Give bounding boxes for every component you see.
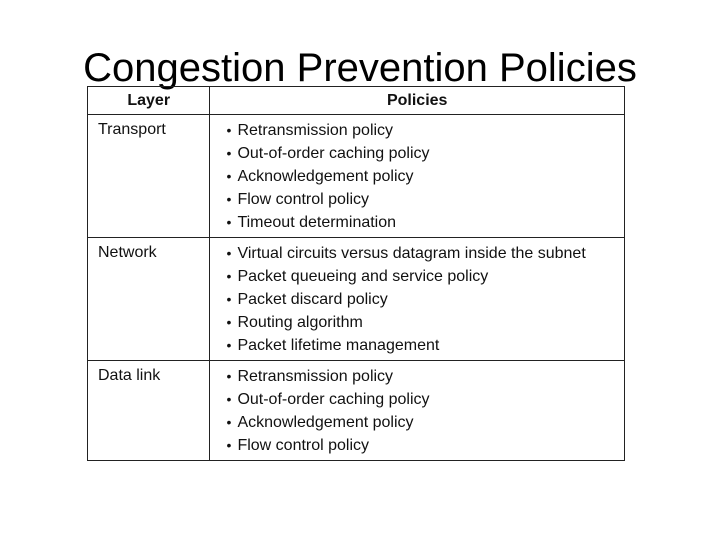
bullet-icon: • — [226, 145, 232, 161]
policy-text: Flow control policy — [237, 437, 370, 454]
list-item — [226, 334, 620, 357]
bullet-icon: • — [226, 122, 232, 138]
bullet-icon: • — [226, 437, 232, 453]
bullet-icon: • — [226, 214, 232, 230]
layer-name: Network — [88, 238, 210, 361]
policy-text: Acknowledgement policy — [237, 414, 414, 431]
bullet-icon: • — [226, 314, 232, 330]
bullet-icon: • — [226, 268, 232, 284]
policies-cell — [210, 361, 625, 461]
bullet-icon: • — [226, 191, 232, 207]
list-item — [226, 242, 620, 265]
bullet-icon: • — [226, 168, 232, 184]
list-item — [226, 211, 620, 234]
header-policies: Policies — [210, 87, 625, 115]
policy-list — [226, 242, 620, 357]
bullet-icon: • — [226, 368, 232, 384]
bullet-icon: • — [226, 291, 232, 307]
list-item — [226, 188, 620, 211]
table-row-network — [88, 238, 625, 361]
list-item — [226, 365, 620, 388]
policy-text: Timeout determination — [237, 214, 397, 231]
policy-text: Virtual circuits versus datagram inside the subnet — [237, 245, 586, 262]
slide-title: Congestion Prevention Policies — [83, 46, 637, 90]
table-row-transport — [88, 115, 625, 238]
list-item — [226, 411, 620, 434]
list-item — [226, 434, 620, 457]
list-item — [226, 388, 620, 411]
policy-table — [87, 86, 625, 461]
policies-cell — [210, 115, 625, 238]
table-row-data-link — [88, 361, 625, 461]
table-header-row — [88, 87, 625, 115]
list-item — [226, 288, 620, 311]
policy-text: Retransmission policy — [237, 368, 394, 385]
layer-name: Transport — [88, 115, 210, 238]
bullet-icon: • — [226, 245, 232, 261]
bullet-icon: • — [226, 391, 232, 407]
policy-text: Routing algorithm — [237, 314, 363, 331]
list-item — [226, 311, 620, 334]
policy-text: Packet discard policy — [237, 291, 388, 308]
header-layer: Layer — [88, 87, 210, 115]
bullet-icon: • — [226, 337, 232, 353]
policies-cell — [210, 238, 625, 361]
policy-list — [226, 365, 620, 457]
policy-text: Out-of-order caching policy — [237, 145, 430, 162]
policy-text: Flow control policy — [237, 191, 370, 208]
list-item — [226, 165, 620, 188]
policy-text: Packet lifetime management — [237, 337, 440, 354]
policy-text: Acknowledgement policy — [237, 168, 414, 185]
bullet-icon: • — [226, 414, 232, 430]
list-item — [226, 265, 620, 288]
list-item — [226, 142, 620, 165]
policy-text: Packet queueing and service policy — [237, 268, 489, 285]
layer-name: Data link — [88, 361, 210, 461]
policy-text: Retransmission policy — [237, 122, 394, 139]
policy-text: Out-of-order caching policy — [237, 391, 430, 408]
policy-list — [226, 119, 620, 234]
list-item — [226, 119, 620, 142]
